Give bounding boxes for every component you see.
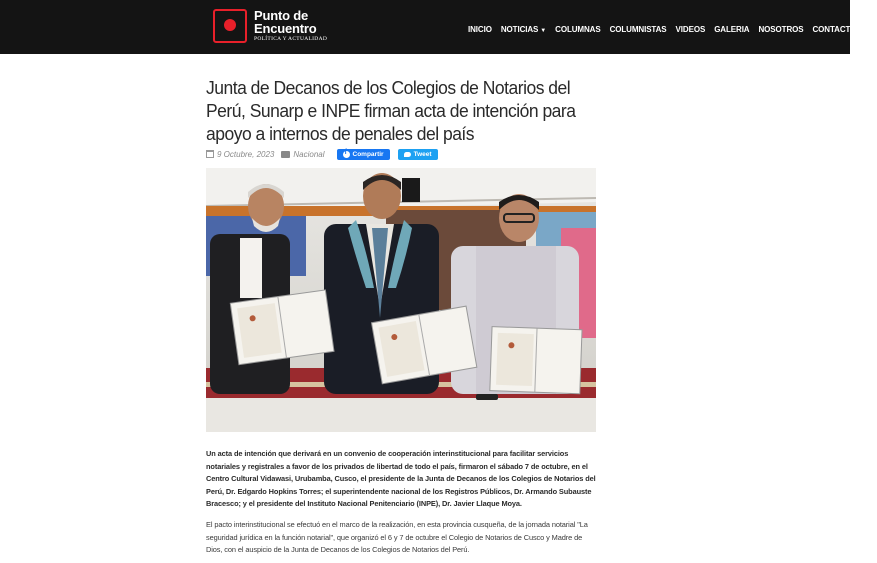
article-photo <box>206 168 596 432</box>
facebook-share-button[interactable] <box>337 149 390 160</box>
twitter-share-label: Tweet <box>413 150 432 158</box>
nav-item-contacto[interactable]: CONTACTO <box>812 25 857 34</box>
logo-name-line1: Punto de <box>254 8 309 24</box>
search-icon[interactable] <box>866 24 877 35</box>
site-logo[interactable] <box>213 9 327 43</box>
twitter-share-button[interactable] <box>398 149 438 160</box>
logo-name-line2: Encuentro <box>254 21 317 37</box>
logo-tagline: POLÍTICA Y ACTUALIDAD <box>254 36 328 43</box>
nav-item-galeria[interactable]: GALERIA <box>714 25 750 34</box>
article-paragraph: El pacto interinstitucional se efectuó en el marco de la realización, en esta provincia cusqueña, de la jornada notarial "La seguridad jurídica en la función notarial", que organizó el 6 y 7 de octubre el Colegio de Notarios de Cusco y Madre de Dios, con el auspicio de la Junta de Decanos de los Colegios de Notarios del Perú. <box>206 519 588 555</box>
nav-item-columnistas[interactable]: COLUMNISTAS <box>609 25 667 34</box>
article-date: 9 Octubre, 2023 <box>217 149 275 159</box>
facebook-share-label: Compartir <box>352 150 384 158</box>
folder-icon <box>281 151 290 158</box>
signing-ceremony-photo <box>206 168 596 432</box>
site-header <box>0 0 857 54</box>
article-header <box>206 76 596 145</box>
chevron-down-icon: ▼ <box>540 28 547 34</box>
article-category[interactable]: Nacional <box>293 149 325 159</box>
nav-item-label: NOTICIAS <box>500 25 539 34</box>
article-lead-paragraph: Un acta de intención que derivará en un convenio de cooperación interinstitucional para facilitar servicios notariales y registrales a favor de los privados de libertad de todo el país, firmaron el sábado 7 de octubre, en el Centro Cultural Vidawasi, Urubamba, Cusco, el presidente de la Junta de Decanos de los Colegios de Notarios del Perú, Dr. Edgardo Hopkins Torres; el superintendente nacional de los Registros Públicos, Dr. Armando Subauste Bracesco; y el presidente del Instituto Nacional Penitenciario (INPE), Dr. Javier Llaque Moya. <box>206 449 596 509</box>
article-title: Junta de Decanos de los Colegios de Notarios del Perú, Sunarp e INPE firman acta de intención para apoyo a internos de penales del país <box>206 77 576 145</box>
logo-icon <box>213 9 247 43</box>
nav-item-columnas[interactable]: COLUMNAS <box>555 25 601 34</box>
nav-item-videos[interactable]: VIDEOS <box>675 25 706 34</box>
calendar-icon <box>206 150 214 158</box>
twitter-icon <box>404 152 411 157</box>
main-nav <box>468 24 877 35</box>
nav-item-inicio[interactable]: INICIO <box>468 25 492 34</box>
nav-item-nosotros[interactable]: NOSOTROS <box>758 25 804 34</box>
article-body <box>206 448 598 557</box>
article-meta <box>206 148 438 160</box>
facebook-icon <box>343 151 350 158</box>
nav-item-noticias[interactable] <box>501 25 546 34</box>
